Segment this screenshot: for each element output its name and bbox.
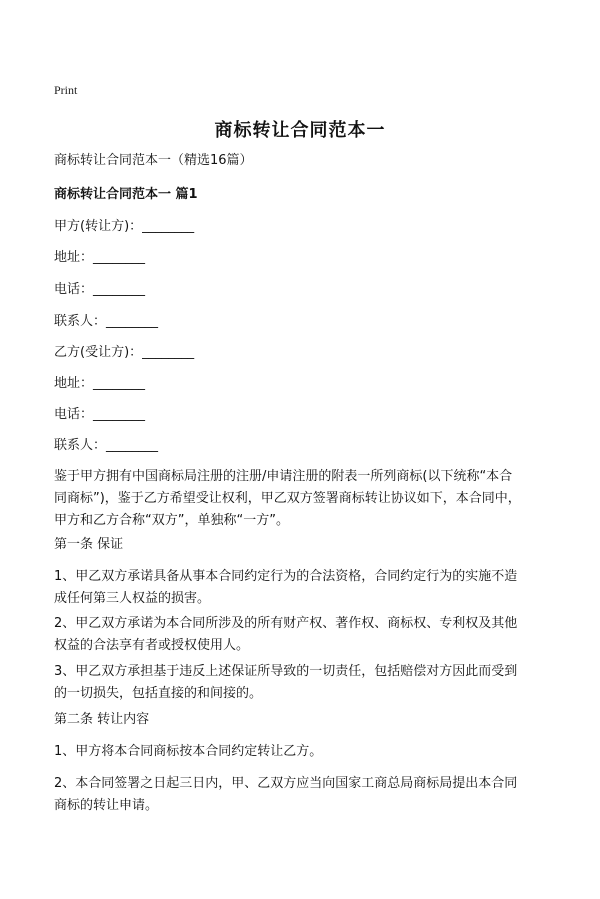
party-a-phone-line: 电话：________: [54, 282, 146, 297]
paragraph-line: 2、甲乙双方承诺为本合同所涉及的所有财产权、著作权、商标权、专利权及其他: [54, 616, 518, 631]
document-subtitle: 商标转让合同范本一（精选16篇）: [54, 153, 253, 168]
preamble-paragraph: [54, 466, 554, 532]
paragraph-line: 商标的转让申请。: [54, 798, 159, 813]
party-b-phone-line: 电话：________: [54, 407, 146, 422]
paragraph-line: 成任何第三人权益的损害。: [54, 591, 211, 606]
paragraph-line: 权益的合法享有者或授权使用人。: [54, 638, 250, 653]
party-a-address-line: 地址：________: [54, 250, 146, 265]
party-b-address-line: 地址：________: [54, 376, 146, 391]
article-1-item-3: [54, 661, 554, 705]
paragraph-line: 2、本合同签署之日起三日内，甲、乙双方应当向国家工商总局商标局提出本合同: [54, 776, 518, 791]
paragraph-line: 1、甲乙双方承诺具备从事本合同约定行为的合法资格，合同约定行为的实施不造: [54, 569, 518, 584]
print-link[interactable]: Print: [54, 83, 78, 97]
article-1-item-2: [54, 613, 554, 657]
party-a-name-line: 甲方(转让方)：________: [54, 219, 195, 234]
article-1-item-1: [54, 566, 554, 610]
preamble-line: 甲方和乙方合称“双方”，单独称“一方”。: [54, 513, 289, 528]
section-heading: 商标转让合同范本一 篇1: [54, 187, 198, 202]
article-2-item-2: [54, 773, 554, 817]
document-title: 商标转让合同范本一: [214, 120, 386, 141]
preamble-line: 同商标”)，鉴于乙方希望受让权利，甲乙双方签署商标转让协议如下，本合同中，: [54, 491, 521, 506]
paragraph-line: 的一切损失，包括直接的和间接的。: [54, 686, 263, 701]
party-b-name-line: 乙方(受让方)：________: [54, 345, 195, 360]
party-a-contact-line: 联系人：________: [54, 314, 159, 329]
article-2-item-1: 1、甲方将本合同商标按本合同约定转让乙方。: [54, 744, 323, 759]
article-1-heading: 第一条 保证: [54, 537, 124, 552]
preamble-line: 鉴于甲方拥有中国商标局注册的注册/申请注册的附表一所列商标(以下统称“本合: [54, 469, 513, 484]
party-b-contact-line: 联系人：________: [54, 438, 159, 453]
article-2-heading: 第二条 转让内容: [54, 712, 150, 727]
paragraph-line: 3、甲乙双方承担基于违反上述保证所导致的一切责任，包括赔偿对方因此而受到: [54, 664, 518, 679]
